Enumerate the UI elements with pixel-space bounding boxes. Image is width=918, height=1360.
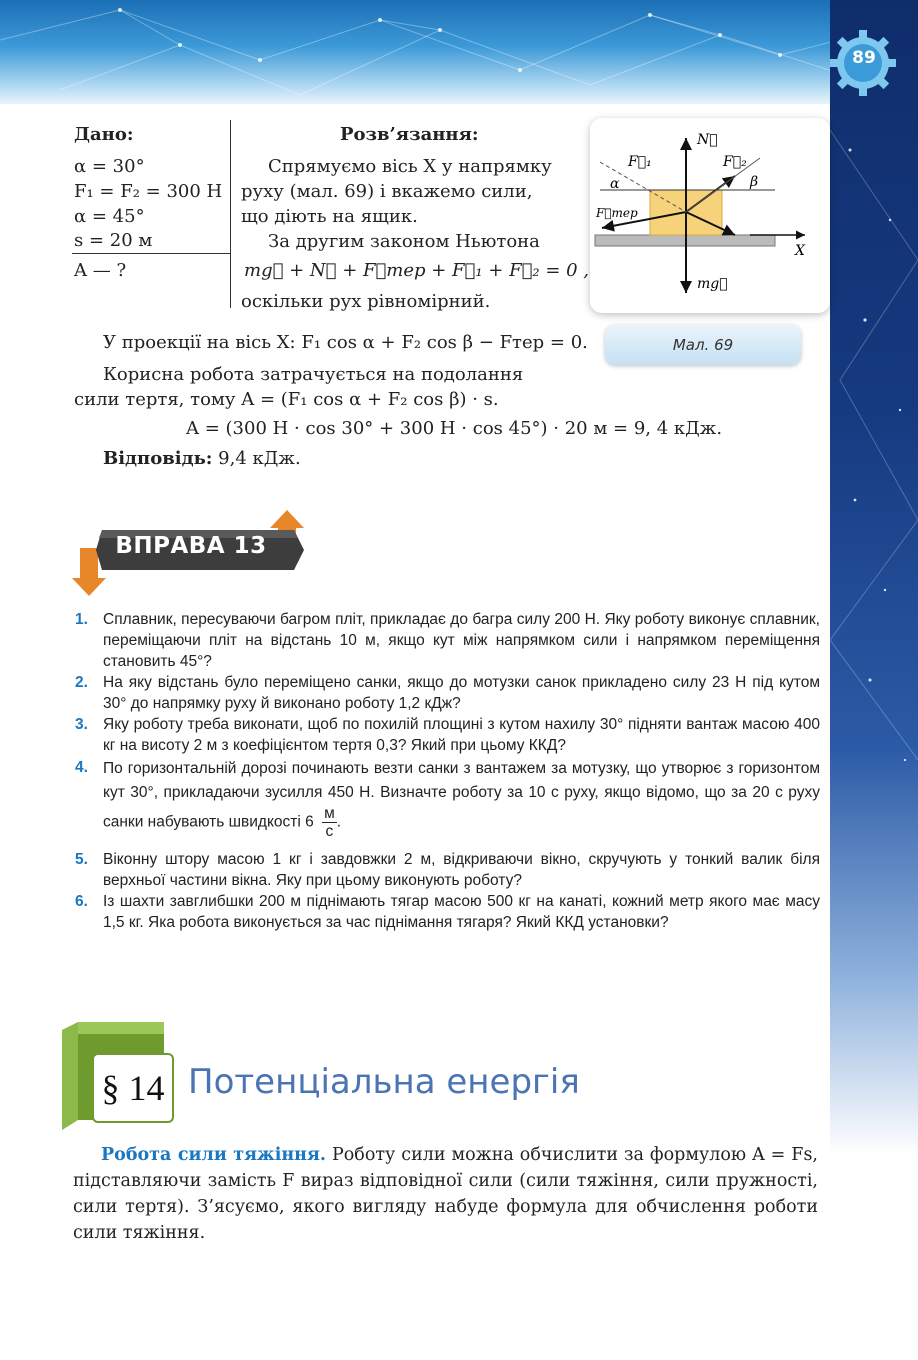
given-line: α = 45° bbox=[74, 206, 145, 227]
speed-unit-fraction bbox=[322, 805, 337, 840]
solution-line: За другим законом Ньютона bbox=[268, 231, 540, 252]
exercise-item bbox=[75, 714, 820, 756]
exercise-text: По горизонтальній дорозі починають везти санки з вантажем за мотузку, що утворює з горизонтом кут 30°, прикладаючи зусилля 450 Н. Визначте роботу за 10 с руху, якщо відомо, що за 20 с руху санки набувають швидкості 6 bbox=[103, 760, 820, 831]
exercise-number: 4. bbox=[75, 759, 88, 776]
exercise-text: Сплавник, пересуваючи багром пліт, прикладає до багра силу 200 Н. Яку роботу виконує сплавник, переміщаючи пліт на відстань 10 м, якщо кут між напрямком сили і напрямком переміщення становить 45°? bbox=[103, 611, 820, 670]
solution-line: що діють на ящик. bbox=[241, 206, 418, 227]
section-title: Потенціальна енергія bbox=[188, 1062, 580, 1102]
solution-line: Спрямуємо вісь X у напрямку bbox=[268, 156, 552, 177]
paragraph-body: Роботу сили можна обчислити за формулою A = Fs, підставляючи замість F вираз відповідної сили (сили тяжіння, сили пружності, сили тертя). З’ясуємо, якого вигляду набуде формула для обчислення роботи сили тяжіння. bbox=[73, 1145, 818, 1243]
exercise-item bbox=[75, 891, 820, 933]
constellation-decoration bbox=[0, 0, 918, 104]
label-fter: F⃗тер bbox=[596, 206, 638, 220]
useful-work-text: Корисна робота затрачується на подолання bbox=[103, 364, 524, 385]
label-beta: β bbox=[750, 174, 759, 190]
page-number: 89 bbox=[852, 48, 876, 68]
label-n: N⃗ bbox=[697, 132, 718, 148]
exercise-number: 2. bbox=[75, 674, 88, 691]
solution-line: оскільки рух рівномірний. bbox=[241, 291, 491, 312]
exercise-number: 1. bbox=[75, 611, 88, 628]
exercise-number: 6. bbox=[75, 893, 88, 910]
exercise-tail: . bbox=[336, 813, 342, 831]
exercise-text: Віконну штору масою 1 кг і завдовжки 2 м, відкриваючи вікно, скручують у тонкий валик біля верхньої частини вікна. Яку при цьому виконують роботу? bbox=[103, 851, 820, 889]
paragraph-lead: Робота сили тяжіння. bbox=[101, 1145, 327, 1165]
exercise-item bbox=[75, 672, 820, 714]
header-band bbox=[0, 0, 918, 104]
useful-work-formula: сили тертя, тому A = (F₁ cos α + F₂ cos β) · s. bbox=[74, 389, 499, 410]
exercise-item bbox=[75, 849, 820, 891]
answer-label: Відповідь: bbox=[103, 448, 213, 469]
label-alpha: α bbox=[610, 176, 620, 192]
side-band bbox=[830, 0, 918, 1360]
label-f1: F⃗₁ bbox=[628, 154, 652, 170]
figure-caption: Мал. 69 bbox=[605, 325, 801, 365]
given-divider bbox=[230, 120, 231, 308]
fraction-numerator: м bbox=[324, 805, 335, 822]
exercise-title: ВПРАВА 13 bbox=[115, 533, 267, 559]
label-x: X bbox=[795, 243, 805, 259]
fraction-denominator: с bbox=[325, 823, 334, 840]
given-underline bbox=[72, 253, 230, 254]
answer-value: 9,4 кДж. bbox=[212, 448, 301, 469]
force-diagram-svg bbox=[590, 118, 830, 313]
exercise-item bbox=[75, 757, 820, 840]
given-line: s = 20 м bbox=[74, 230, 153, 251]
work-calculation: A = (300 Н · cos 30° + 300 Н · cos 45°) · 20 м = 9, 4 кДж. bbox=[186, 418, 723, 439]
stars-decoration bbox=[830, 0, 918, 1360]
label-f2: F⃗₂ bbox=[723, 154, 747, 170]
exercise-number: 5. bbox=[75, 851, 88, 868]
solution-line: руху (мал. 69) і вкажемо сили, bbox=[241, 181, 533, 202]
solution-title: Розв’язання: bbox=[340, 124, 479, 145]
label-mg: mg⃗ bbox=[697, 276, 728, 292]
projection-equation: У проекції на вісь X: F₁ cos α + F₂ cos β − Fтер = 0. bbox=[103, 332, 588, 353]
given-line: α = 30° bbox=[74, 156, 145, 177]
section-number: § 14 bbox=[92, 1053, 174, 1123]
exercise-text: На яку відстань було переміщено санки, якщо до мотузки санок прикладено силу 23 Н під кутом 30° до напрямку руху й виконано роботу 1,2 кДж? bbox=[103, 674, 820, 712]
exercise-text: Яку роботу треба виконати, щоб по похилій площині з кутом нахилу 30° підняти вантаж масою 400 кг на висоту 2 м з коефіцієнтом тертя 0,3? Який при цьому ККД? bbox=[103, 716, 820, 754]
given-unknown: A — ? bbox=[74, 260, 127, 281]
given-title: Дано: bbox=[74, 124, 134, 145]
exercise-number: 3. bbox=[75, 716, 88, 733]
exercise-item bbox=[75, 609, 820, 672]
section-paragraph bbox=[73, 1142, 818, 1246]
newton-equation: mg⃗ + N⃗ + F⃗тер + F⃗₁ + F⃗₂ = 0 , bbox=[244, 260, 590, 281]
exercise-text: Із шахти завглибшки 200 м піднімають тягар масою 500 кг на канаті, кожний метр якого має масу 1,5 кг. Яка робота виконується за час піднімання тягаря? Який ККД установки? bbox=[103, 893, 820, 931]
answer bbox=[103, 447, 301, 471]
given-line: F₁ = F₂ = 300 Н bbox=[74, 181, 223, 202]
force-diagram bbox=[590, 118, 830, 313]
